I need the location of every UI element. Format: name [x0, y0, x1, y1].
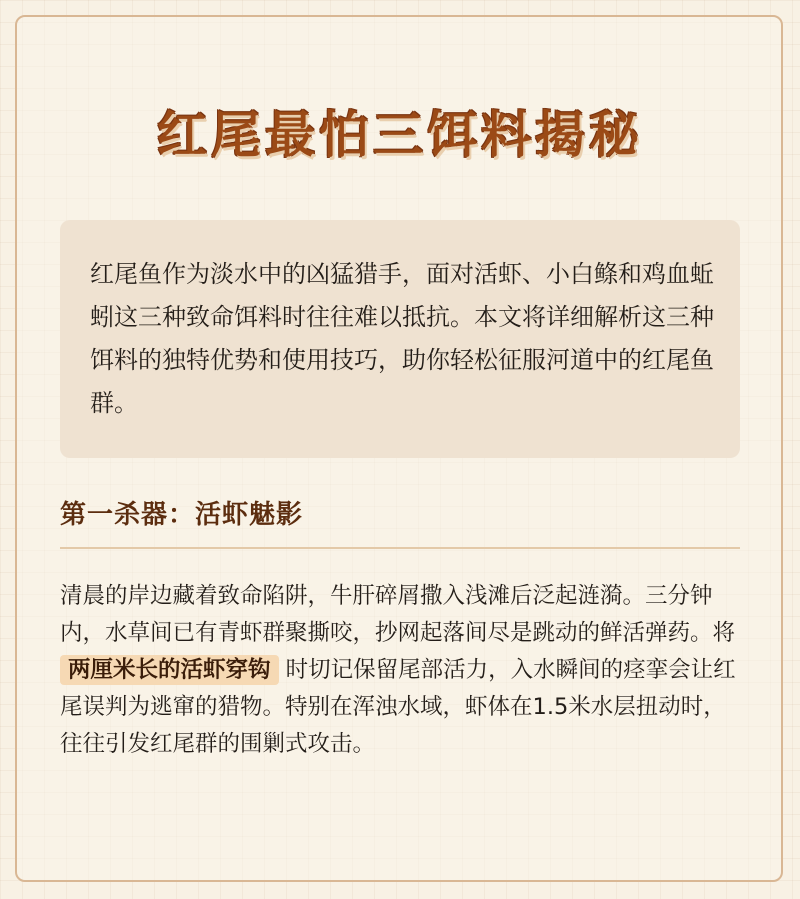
page-title: 红尾最怕三饵料揭秘: [157, 106, 643, 164]
body-text-before: 清晨的岸边藏着致命陷阱，牛肝碎屑撒入浅滩后泛起涟漪。三分钟内，水草间已有青虾群聚撕咬，抄网起落间尽是跳动的鲜活弹药。将: [60, 583, 736, 646]
section-heading: 第一杀器：活虾魅影: [60, 500, 304, 530]
section-body: [60, 578, 745, 763]
intro-text: 红尾鱼作为淡水中的凶猛猎手，面对活虾、小白鲦和鸡血蚯蚓这三种致命饵料时往往难以抵抗。本文将详细解析这三种饵料的独特优势和使用技巧，助你轻松征服河道中的红尾鱼群。: [90, 260, 714, 417]
intro-box: [60, 220, 740, 458]
body-text-after: 时切记保留尾部活力，入水瞬间的痉挛会让红尾误判为逃窜的猎物。特别在浑浊水域，虾体在1.5米水层扭动时，往往引发红尾群的围剿式攻击。: [60, 657, 736, 757]
highlighted-phrase: 两厘米长的活虾穿钩: [60, 655, 279, 685]
section-divider: [60, 547, 740, 549]
